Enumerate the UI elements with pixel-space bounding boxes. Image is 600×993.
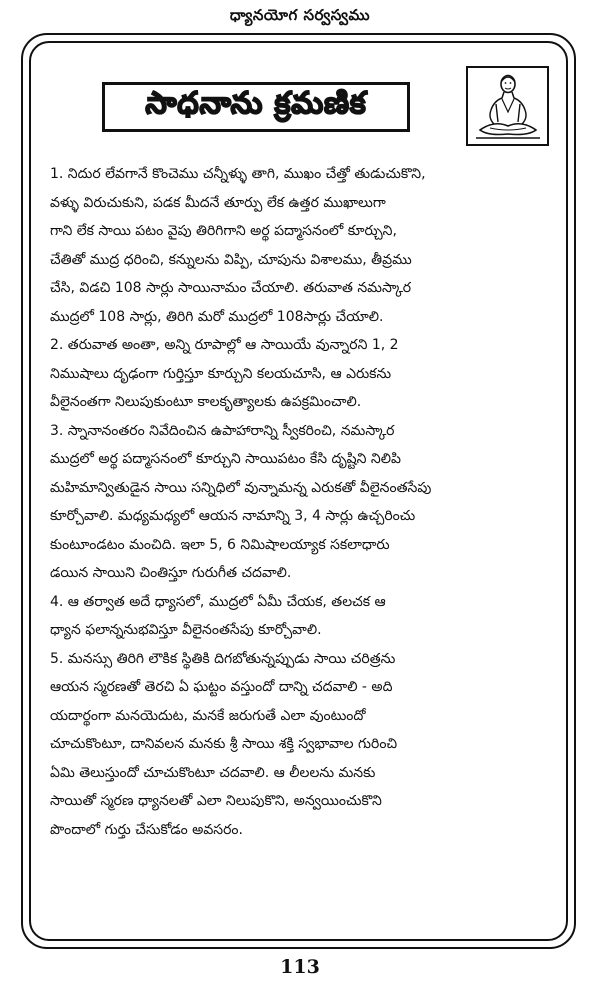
text-line: నిముషాలు దృఢంగా గుర్తిస్తూ కూర్చుని కలయచూసి, ఆ ఎరుకను bbox=[50, 365, 392, 382]
text-line: యదార్థంగా మనయెదుట, మనకే జరుగుతే ఎలా వుంటుందో bbox=[50, 707, 366, 724]
paragraph-2 bbox=[50, 331, 550, 417]
text-line: ఏమి తెలుస్తుందో చూచుకొంటూ చదవాలి. ఆ లీలలను మనకు bbox=[50, 764, 376, 781]
text-line: ధ్యాన ఫలాన్ననుభవిస్తూ వీలైనంతసేపు కూర్చోవాలి. bbox=[50, 622, 322, 638]
page-title: సాధనాను క్రమణిక bbox=[145, 86, 367, 121]
page-number: 113 bbox=[280, 956, 320, 978]
paragraph-5 bbox=[50, 645, 550, 845]
paragraph-3 bbox=[50, 417, 550, 588]
text-line: చేసి, విడచి 108 సార్లు సాయినామం చేయాలి. తరువాత నమస్కార bbox=[50, 280, 412, 296]
text-line: ఆయన స్మరణతో తెరచి ఏ ఘట్టం వస్తుందో దాన్ని చదవాలి - అది bbox=[50, 679, 393, 695]
paragraph-1 bbox=[50, 160, 550, 331]
text-line: కూర్చోవాలి. మధ్యమధ్యలో ఆయన నామాన్ని 3, 4 సార్లు ఉచ్చరించు bbox=[50, 508, 416, 524]
text-line: వళ్ళు విరుచుకుని, పడక మీదనే తూర్పు లేక ఉత్తర ముఖాలుగా bbox=[50, 194, 386, 211]
text-line: 5. మనస్సు తిరిగి లౌకిక స్థితికి దిగబోతున్నప్పుడు సాయి చరిత్రను bbox=[50, 650, 396, 667]
seated-saint-portrait-icon bbox=[466, 66, 549, 146]
text-line: 2. తరువాత అంతా, అన్ని రూపాల్లో ఆ సాయియే వున్నారని 1, 2 bbox=[50, 337, 399, 353]
text-line: గాని లేక సాయి పటం వైపు తిరిగిగాని అర్థ పద్మాసనంలో కూర్చుని, bbox=[50, 223, 397, 239]
text-line: వీలైనంతగా నిలుపుకుంటూ కాలకృత్యాలకు ఉపక్రమించాలి. bbox=[50, 394, 362, 410]
text-line: డయిన సాయిని చింతిస్తూ గురుగీత చదవాలి. bbox=[50, 565, 292, 581]
title-box bbox=[102, 82, 410, 132]
paragraph-4 bbox=[50, 588, 550, 645]
text-line: మహిమాన్వితుడైన సాయి సన్నిధిలో వున్నామన్న ఎరుకతో వీలైనంతసేపు bbox=[50, 479, 432, 496]
running-header: ధ్యానయోగ సర్వస్వము bbox=[229, 6, 371, 24]
text-line: 3. స్నానానంతరం నివేదించిన ఉపాహారాన్ని స్వీకరించి, నమస్కార bbox=[50, 422, 395, 439]
content-body bbox=[50, 160, 550, 844]
text-line: ముద్రలో అర్థ పద్మాసనంలో కూర్చుని సాయిపటం కేసి దృష్టిని నిలిపి bbox=[50, 451, 401, 467]
text-line: కుంటూండటం మంచిది. ఇలా 5, 6 నిమిషాలయ్యాక సకలాధారు bbox=[50, 536, 390, 553]
text-line: చేతితో ముద్ర ధరించి, కన్నులను విప్పి, చూపును విశాలము, తీవ్రము bbox=[50, 251, 412, 268]
text-line: 4. ఆ తర్వాత అదే ధ్యాసలో, ముద్రలో ఏమీ చేయక, తలచక ఆ bbox=[50, 593, 386, 610]
text-line: పొందాలో గుర్తు చేసుకోడం అవసరం. bbox=[50, 821, 243, 838]
text-line: సాయితో స్మరణ ధ్యానలతో ఎలా నిలుపుకొని, అన్వయించుకొని bbox=[50, 793, 382, 809]
text-line: 1. నిదుర లేవగానే కొంచెము చన్నీళ్ళు తాగి, ముఖం చేత్తో తుడుచుకొని, bbox=[50, 166, 426, 182]
portrait-drawing bbox=[468, 68, 547, 144]
text-line: ముద్రలో 108 సార్లు, తిరిగి మరో ముద్రలో 108సార్లు చేయాలి. bbox=[50, 308, 384, 325]
text-line: చూచుకొంటూ, దానివలన మనకు శ్రీ సాయి శక్తి స్వభావాల గురించి bbox=[50, 736, 398, 752]
